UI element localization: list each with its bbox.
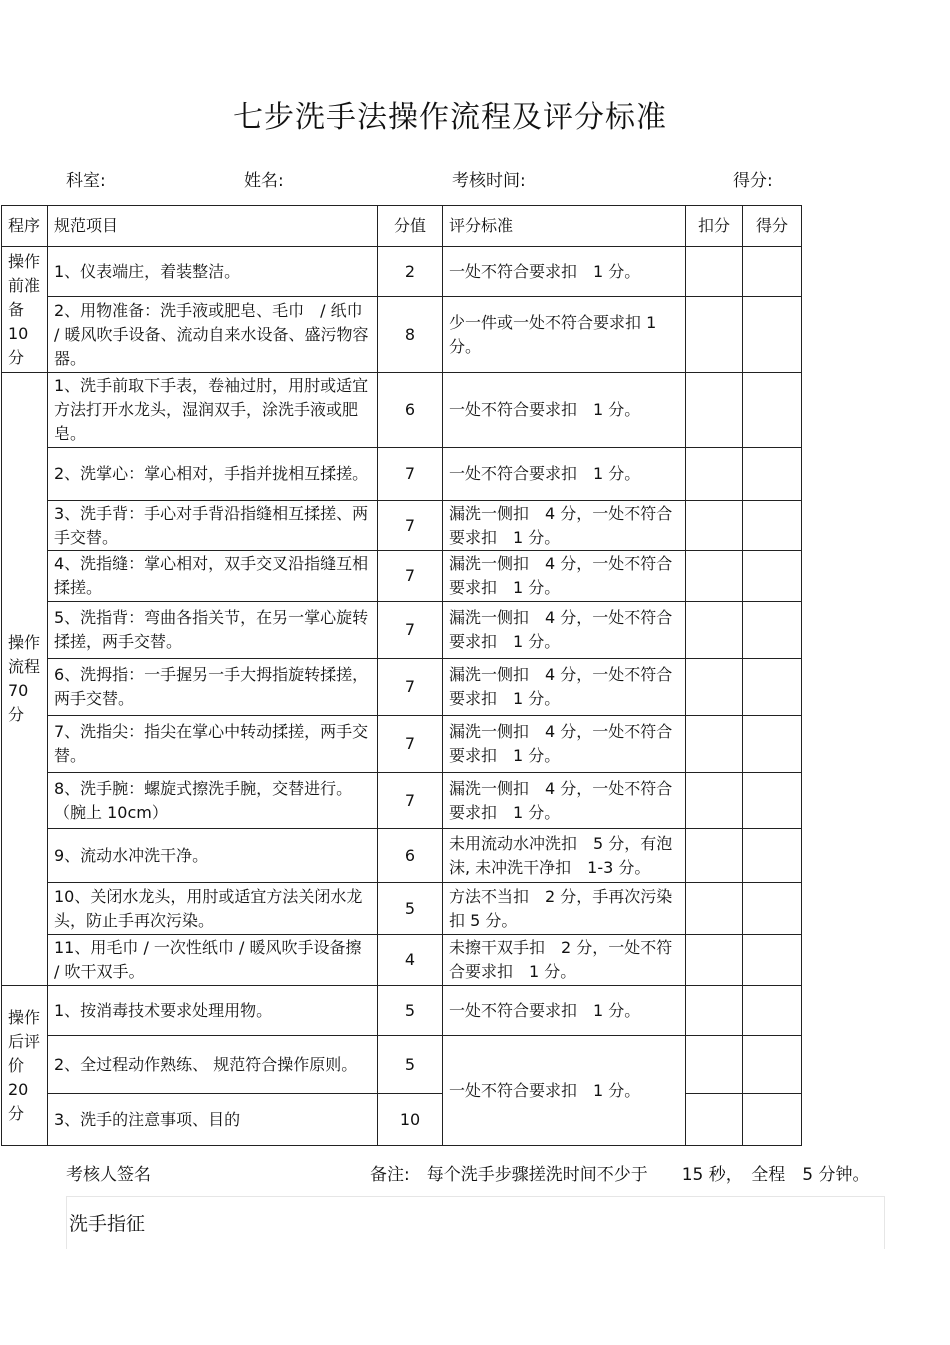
examiner-signature-label: 考核人签名 [66,1165,151,1185]
points-cell: 7 [378,501,443,551]
points-cell: 5 [378,883,443,935]
criteria-cell: 漏洗一侧扣 4 分，一处不符合要求扣 1 分。 [443,773,686,829]
item-cell: 11、用毛巾 / 一次性纸巾 / 暖风吹手设备擦 / 吹干双手。 [48,935,378,986]
dept-label: 科室: [66,171,106,191]
item-cell: 4、洗指缝：掌心相对，双手交叉沿指缝互相揉搓。 [48,551,378,602]
criteria-cell: 未擦干双手扣 2 分，一处不符合要求扣 1 分。 [443,935,686,986]
deduct-cell[interactable] [686,501,743,551]
item-cell: 2、全过程动作熟练、 规范符合操作原则。 [48,1036,378,1094]
score-cell[interactable] [743,659,802,716]
item-cell: 3、洗手的注意事项、目的 [48,1094,378,1146]
item-cell: 1、按消毒技术要求处理用物。 [48,986,378,1036]
score-label: 得分: [733,171,773,191]
score-cell[interactable] [743,1094,802,1146]
criteria-cell: 漏洗一侧扣 4 分，一处不符合要求扣 1 分。 [443,602,686,659]
deduct-cell[interactable] [686,659,743,716]
score-cell[interactable] [743,935,802,986]
table-row [2,373,802,448]
points-cell: 2 [378,247,443,297]
criteria-cell: 漏洗一侧扣 4 分，一处不符合要求扣 1 分。 [443,501,686,551]
score-cell[interactable] [743,501,802,551]
points-cell: 7 [378,716,443,773]
item-cell: 6、洗拇指：一手握另一手大拇指旋转揉搓，两手交替。 [48,659,378,716]
score-cell[interactable] [743,247,802,297]
points-cell: 7 [378,773,443,829]
points-cell: 7 [378,551,443,602]
page-title: 七步洗手法操作流程及评分标准 [233,100,667,135]
table-row [2,935,802,986]
score-cell[interactable] [743,1036,802,1094]
table-row [2,659,802,716]
points-cell: 6 [378,829,443,883]
header-cell: 规范项目 [48,206,378,247]
table-row [2,247,802,297]
deduct-cell[interactable] [686,829,743,883]
table-row [2,501,802,551]
deduct-cell[interactable] [686,716,743,773]
deduct-cell[interactable] [686,602,743,659]
criteria-cell: 漏洗一侧扣 4 分，一处不符合要求扣 1 分。 [443,659,686,716]
criteria-cell: 漏洗一侧扣 4 分，一处不符合要求扣 1 分。 [443,716,686,773]
scoring-table [1,205,802,1146]
criteria-cell: 方法不当扣 2 分，手再次污染扣 5 分。 [443,883,686,935]
points-cell: 10 [378,1094,443,1146]
score-cell[interactable] [743,551,802,602]
points-cell: 7 [378,448,443,501]
score-cell[interactable] [743,373,802,448]
table-header-row [2,206,802,247]
deduct-cell[interactable] [686,551,743,602]
item-cell: 2、用物准备：洗手液或肥皂、毛巾 / 纸巾 / 暖风吹手设备、流动自来水设备、盛污物容器。 [48,297,378,373]
points-cell: 6 [378,373,443,448]
item-cell: 1、仪表端庄，着装整洁。 [48,247,378,297]
table-row [2,716,802,773]
points-cell: 8 [378,297,443,373]
item-cell: 9、流动水冲洗干净。 [48,829,378,883]
criteria-cell: 一处不符合要求扣 1 分。 [443,986,686,1036]
deduct-cell[interactable] [686,1036,743,1094]
item-cell: 1、洗手前取下手表，卷袖过肘，用肘或适宜方法打开水龙头，湿润双手，涂洗手液或肥皂。 [48,373,378,448]
section-prep: 操作前准备10分 [2,247,48,373]
score-cell[interactable] [743,297,802,373]
table-row [2,1036,802,1094]
item-cell: 10、关闭水龙头，用肘或适宜方法关闭水龙头，防止手再次污染。 [48,883,378,935]
header-cell: 评分标准 [443,206,686,247]
table-row [2,297,802,373]
item-cell: 7、洗指尖：指尖在掌心中转动揉搓，两手交替。 [48,716,378,773]
item-cell: 3、洗手背：手心对手背沿指缝相互揉搓、两手交替。 [48,501,378,551]
points-cell: 7 [378,659,443,716]
item-cell: 2、洗掌心：掌心相对，手指并拢相互揉搓。 [48,448,378,501]
criteria-cell: 未用流动水冲洗扣 5 分，有泡沫, 未冲洗干净扣 1-3 分。 [443,829,686,883]
score-cell[interactable] [743,448,802,501]
deduct-cell[interactable] [686,883,743,935]
deduct-cell[interactable] [686,297,743,373]
header-cell: 程序 [2,206,48,247]
header-cell: 得分 [743,206,802,247]
item-cell: 8、洗手腕：螺旋式擦洗手腕，交替进行。（腕上 10cm） [48,773,378,829]
deduct-cell[interactable] [686,935,743,986]
table-row [2,829,802,883]
criteria-cell: 一处不符合要求扣 1 分。 [443,373,686,448]
header-cell: 扣分 [686,206,743,247]
criteria-cell: 一处不符合要求扣 1 分。 [443,448,686,501]
deduct-cell[interactable] [686,373,743,448]
deduct-cell[interactable] [686,773,743,829]
indications-heading: 洗手指征 [69,1213,146,1235]
criteria-cell: 少一件或一处不符合要求扣 1 分。 [443,297,686,373]
deduct-cell[interactable] [686,247,743,297]
table-row [2,551,802,602]
points-cell: 5 [378,1036,443,1094]
hand-washing-indications-box [66,1196,885,1249]
score-cell[interactable] [743,773,802,829]
criteria-cell: 一处不符合要求扣 1 分。 [443,247,686,297]
item-cell: 5、洗指背：弯曲各指关节，在另一掌心旋转揉搓，两手交替。 [48,602,378,659]
score-cell[interactable] [743,716,802,773]
score-cell[interactable] [743,883,802,935]
table-row [2,448,802,501]
remark-note: 备注: 每个洗手步骤搓洗时间不少于 15 秒， 全程 5 分钟。 [370,1165,870,1185]
name-label: 姓名: [244,171,284,191]
header-cell: 分值 [378,206,443,247]
deduct-cell[interactable] [686,448,743,501]
criteria-cell: 漏洗一侧扣 4 分，一处不符合要求扣 1 分。 [443,551,686,602]
deduct-cell[interactable] [686,1094,743,1146]
score-cell[interactable] [743,829,802,883]
score-cell[interactable] [743,602,802,659]
table-row [2,986,802,1036]
section-process: 操作流程70分 [2,373,48,986]
criteria-cell: 一处不符合要求扣 1 分。 [443,1036,686,1146]
points-cell: 5 [378,986,443,1036]
table-row [2,773,802,829]
table-row [2,883,802,935]
points-cell: 7 [378,602,443,659]
table-row [2,602,802,659]
section-eval: 操作后评价20分 [2,986,48,1146]
deduct-cell[interactable] [686,986,743,1036]
score-cell[interactable] [743,986,802,1036]
exam-time-label: 考核时间: [452,171,526,191]
points-cell: 4 [378,935,443,986]
